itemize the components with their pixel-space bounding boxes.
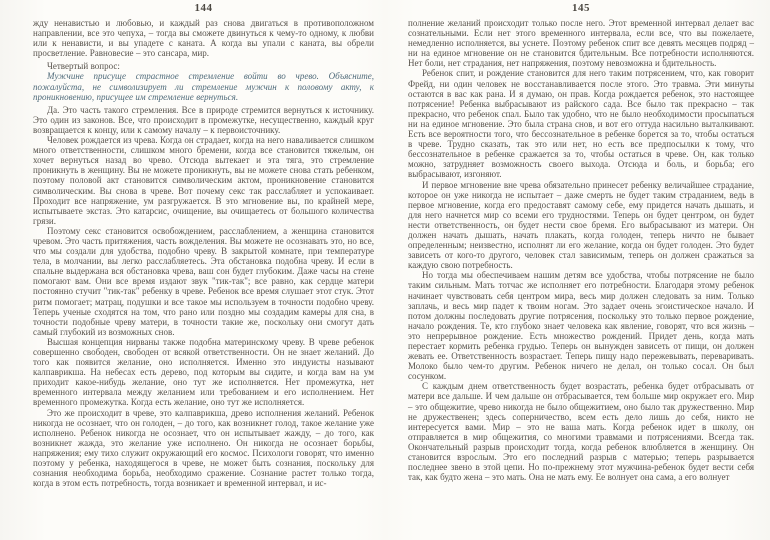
page-145	[408, 0, 754, 540]
page-144	[33, 0, 374, 540]
paragraph: И первое мгновение вне чрева обязательно принесет ребенку величайшее страдание, которое он уже никогда не испытает – даже смерть не будет таким страданием, ведь в первое мгновение, когда его предоставят самому себе, ему придется начать дышать, и для него начнется мир со всеми его трудностями. Теперь он будет центром, он будет нести ответственность, он будет нести свое бремя. Его выбрасывают из матери. Он должен начать дышать, начать плакать, когда голоден, теперь ничто не бывает определенным; неизвестно, исполнят ли его желание, когда он будет голоден. Это будет зависеть от кого-то другого, человек стал зависимым, теперь он должен сражаться за каждую свою потребность.	[408, 179, 754, 271]
question-text: Мужчине присуще страстное стремление войти во чрево. Объясните, пожалуйста, не символизирует ли стремление мужчин к половому акту, к проникновению, присущее им стремление вернуться.	[33, 71, 374, 102]
paragraph: Человек рождается из чрева. Когда он страдает, когда на него наваливается слишком много ответственности, слишком много бремени, когда все становится тяжелым, он хочет вернуться назад во чрево. Отсюда вытекает и эта тяга, это стремление проникнуть в женщину. Вы не можете проникнуть, вы не можете снова стать ребенком, поэтому половой акт становится символическим актом, проникновение становится символическим. Вы снова в чреве. Вот почему секс так расслабляет и успокаивает. Проходит все напряжение, ум разгружается. В это мгновение вы, по крайней мере, испытываете экстаз. Это катарсис, очищение, вы очищаетесь от большого количества грязи.	[33, 135, 374, 226]
paragraph: Поэтому секс становится освобождением, расслаблением, а женщина становится чревом. Это часть притяжения, часть вожделения. Вы можете не осознавать это, но все, что мы создали для удобства, подобно чреву. В закрытой комнате, при температуре тела, в молчании, вы легко расслабляетесь. Эта обстановка подобна чреву. И если в спальне выдержана вся обстановка чрева, ваш сон будет глубоким. Даже часы на стене помогают вам. Они все время издают звук "тик-так"; все равно, как сердце матери постоянно стучит "тик-так" ребенку в чреве. Ребенок все время слушает этот стук. Этот ритм помогает; матрац, подушки и все такое мы используем в точности подобно чреву. Теперь ученые сходятся на том, что рано или поздно мы создадим камеры для сна, в точности подобные чреву матери, в точности такие же, поскольку они смогут дать самый глубокий из возможных снов.	[33, 225, 374, 337]
paragraph: Высшая концепция нирваны также подобна материнскому чреву. В чреве ребенок совершенно свободен, свободен от всякой ответственности. Он не знает желаний. До того как появится желание, оно исполняется. Именно это индуисты называют калпаврикша. На небесах есть дерево, под которым вы сидите, и когда вам на ум приходит какое-нибудь желание, оно тут же исполняется. Нет промежутка, нет временного интервала между желанием или требованием и его исполнением. Нет временного промежутка. Когда есть желание, оно тут же исполняется.	[33, 336, 374, 408]
paragraph: Но тогда мы обеспечиваем нашим детям все удобства, чтобы потрясение не было таким сильным. Мать тотчас же исполняет его потребности. Благодаря этому ребенок начинает чувствовать себя центром мира, весь мир должен следовать за ним. Только заплачь, и весь мир падет к твоим ногам. Это задает очень эгоистическое начало. И потом должны последовать другие потрясения, поскольку это только первое рождение, начало рождения. Те, кто глубоко знает человека как явление, говорят, что вся жизнь – это непрерывное рождение. Есть множество рождений. Придет день, когда мать перестает кормить ребенка грудью. Теперь он вынужден зависеть от пищи, он должен жевать ее. Ответственность возрастает. Теперь пищу надо пережевывать, переваривать. Молоко было чем-то другим. Ребенок ничего не делал, он только сосал. Он был сосунком.	[408, 270, 754, 382]
paragraph: Да. Это часть такого стремления. Все в природе стремится вернуться к источнику. Это один из законов. Все, что происходит в промежутке, несущественно, каждый круг возвращается к концу, или к самому началу – к первоисточнику.	[33, 104, 374, 135]
paragraph: жду ненавистью и любовью, и каждый раз снова двигаться в противоположном направлении, все это чепуха, – тогда вы сможете двинуться к чему-то одному, к любви или к ненависти, и вы упадете с каната. А когда вы упали с каната, вы обрели просветление. Равновесие – это сансара, мир.	[33, 18, 374, 59]
paragraph: С каждым днем ответственность будет возрастать, ребенка будет отбрасывать от матери все дальше. И чем дальше он отбрасывается, тем больше мир окружает его. Мир – это общежитие, чрево никогда не было общежитием, оно было так дружественно. Мир не дружественен; здесь соперничество, всем есть дело лишь до себя, никто не интересуется вами. Мир – это не ваша мать. Когда ребенок идет в школу, он отправляется в мир общежития, со многими травмами и потрясениями. Всегда так. Окончательный разрыв происходит тогда, когда ребенок влюбляется в женщину. Он становится взрослым. Это его последний разрыв с матерью; теперь разрывается последнее звено в этой цепи. Но по-прежнему этот мужчина-ребенок будет вести себя так, как будто жена – это мать. Она не мать ему. Ее волнует она сама, а его волнует	[408, 381, 754, 483]
paragraph: Это же происходит в чреве, это калпаврикша, древо исполнения желаний. Ребенок никогда не осознает, что он голоден, – до того, как возникнет голод, такое желание уже исполнено. Ребенок никогда не осознает, что он испытывает жажду, – до того, как возникнет жажда, это желание уже исполнено. Он никогда не осознает борьбы, напряжения; ему тихо служит окружающий его космос. Психологи говорят, что именно поэтому у ребенка, находящегося в чреве, не может быть сознания, поскольку для сознания необходима борьба, необходимо сражение. Сознание растет только тогда, когда в этом есть потребность, тогда возникает и временной интервал, и ис-	[33, 407, 374, 489]
page-number-right: 145	[572, 2, 590, 14]
page-number-left: 144	[194, 2, 213, 14]
question-label: Четвертый вопрос:	[47, 61, 120, 72]
paragraph: Ребенок спит, и рождение становится для него таким потрясением, что, как говорит Фрейд, ни один человек не восстанавливается после этого. Это травма. Эти минуты остаются в вас как рана. И я думаю, он прав. Когда рождается ребенок, это настоящее потрясение! Ребенка выбрасывают из райского сада. Все было так прекрасно – так прекрасно, что ребенок спал. Было так удобно, что не было необходимости просыпаться ни на единое мгновение. Это была страна снов, и вот его оттуда насильно выталкивают. Есть все вероятности того, что бессознательное в ребенке борется за то, чтобы остаться в чреве. Трудно сказать, так это или нет, но есть все предпосылки к тому, что бессознательное в ребенке сражается за то, чтобы остаться в чреве. Он, как только можно, затрудняет возможность своего выхода. Отсюда и боль, и борьба; его выбрасывают, изгоняют.	[408, 68, 754, 180]
paragraph: полнение желаний происходит только после него. Этот временной интервал делает вас сознательными. Если нет этого временного интервала, если все, что вы пожелаете, немедленно исполняется, вы уснете. Поэтому ребенок спит все девять месяцев подряд – ни на единое мгновение он не становится бдительным. Все потребности исполняются. Нет боли, нет страдания, нет напряжения, поэтому невозможна и бдительность.	[408, 18, 754, 69]
